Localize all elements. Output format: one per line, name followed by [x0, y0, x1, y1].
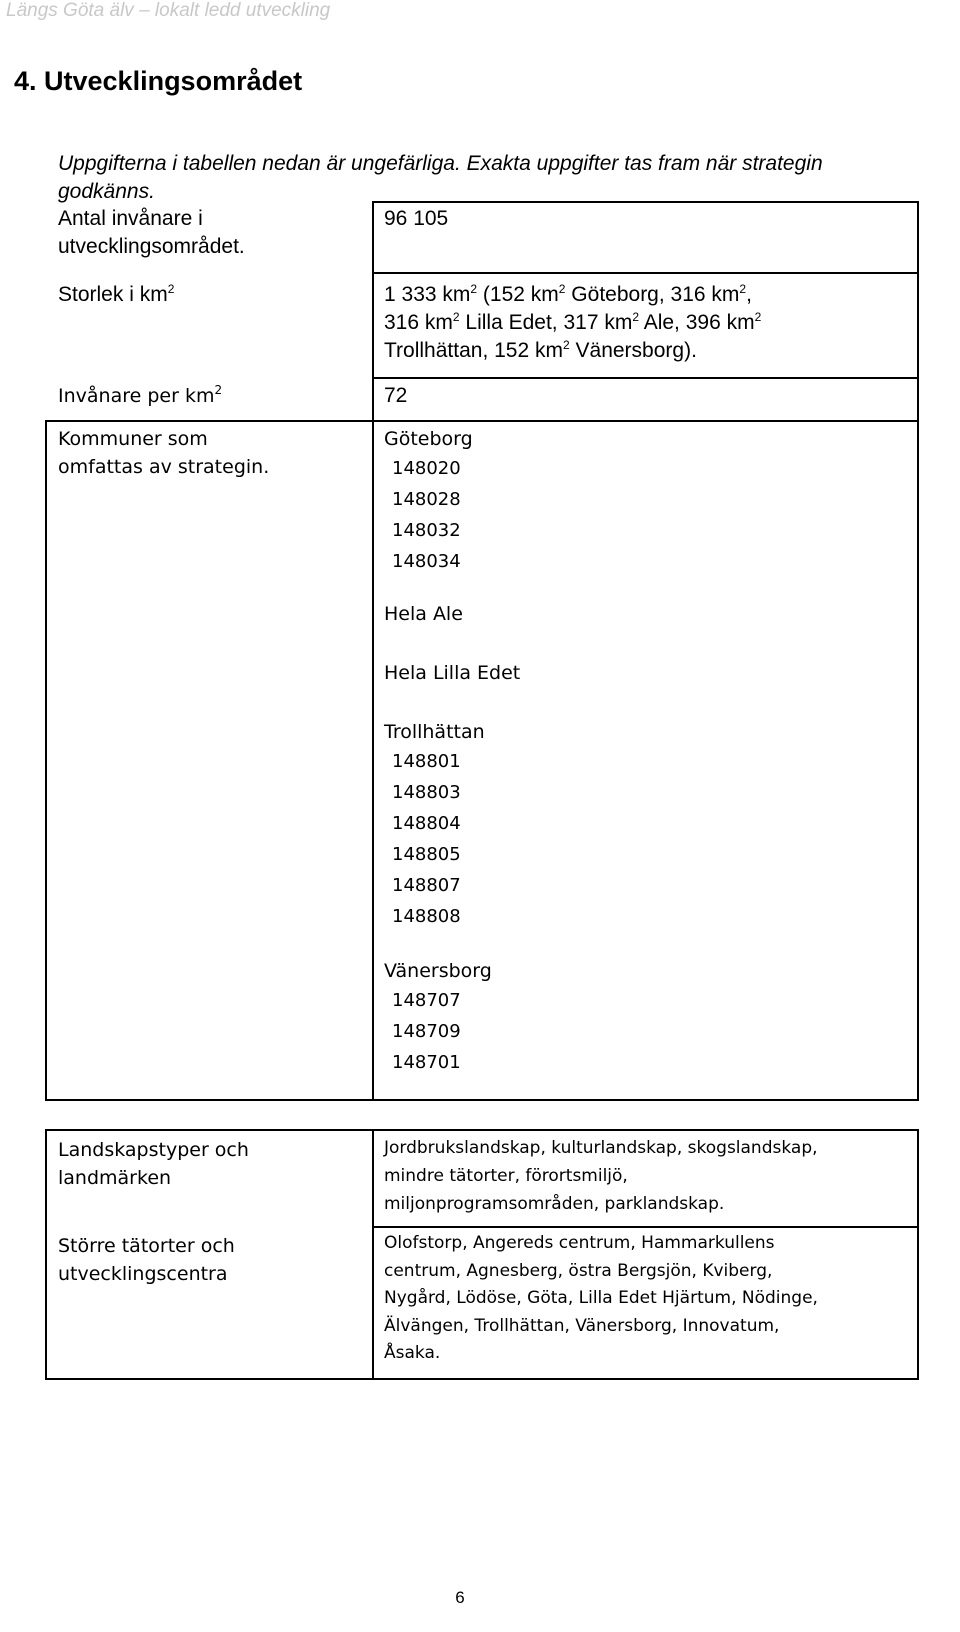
- list-item: 148701: [392, 1052, 461, 1073]
- municipality-group-trollhattan: [384, 718, 485, 932]
- area-text: ,: [746, 283, 752, 306]
- table-border: [372, 1129, 374, 1380]
- inhabitants-value: 96 105: [384, 207, 449, 230]
- running-header: Längs Göta älv – lokalt ledd utveckling: [6, 0, 331, 21]
- table-border: [45, 420, 47, 1101]
- area-text: Trollhättan, 152 km: [384, 339, 563, 362]
- inhabitants-label: Antal invånare i utvecklingsområdet.: [58, 207, 245, 258]
- list-item: 148801: [392, 751, 461, 772]
- list-item: 148028: [392, 489, 461, 510]
- group-title: Göteborg: [384, 428, 473, 450]
- superscript: 2: [632, 310, 640, 324]
- table-border: [372, 272, 919, 274]
- centres-value-line: centrum, Agnesberg, östra Bergsjön, Kviberg,: [384, 1260, 773, 1281]
- area-text: Göteborg, 316 km: [565, 283, 740, 306]
- density-label: [58, 382, 222, 410]
- list-item: 148803: [392, 782, 461, 803]
- landscape-value: [384, 1134, 914, 1218]
- municipality-group-goteborg: [384, 425, 473, 577]
- density-label-text: Invånare per km: [58, 385, 215, 407]
- section-title: 4. Utvecklingsområdet: [14, 66, 303, 96]
- area-value-line: [384, 337, 904, 365]
- area-text: 1 333 km: [384, 283, 471, 306]
- superscript: 2: [754, 310, 762, 324]
- superscript: 2: [470, 282, 478, 296]
- landscape-label-line: Landskapstyper och: [58, 1139, 249, 1161]
- table-border: [372, 201, 374, 421]
- centres-value: [384, 1230, 914, 1368]
- municipalities-label-line: omfattas av strategin.: [58, 456, 270, 478]
- density-value: 72: [384, 384, 408, 407]
- landscape-label-line: landmärken: [58, 1167, 172, 1189]
- area-value-line: [384, 281, 904, 309]
- centres-value-line: Åsaka.: [384, 1343, 441, 1363]
- area-label-text: Storlek i km: [58, 283, 168, 306]
- area-value-line: [384, 309, 904, 337]
- superscript: 2: [558, 282, 566, 296]
- table-border: [372, 1226, 919, 1228]
- list-item: 148804: [392, 813, 461, 834]
- area-label: [58, 281, 174, 309]
- table-border: [917, 1129, 919, 1380]
- intro-note: Uppgifterna i tabellen nedan är ungefärliga. Exakta uppgifter tas fram när strategin godkänns.: [58, 152, 823, 203]
- code-list: [384, 746, 485, 932]
- group-title: Vänersborg: [384, 960, 492, 982]
- area-text: 316 km: [384, 311, 453, 334]
- group-title: Trollhättan: [384, 721, 485, 743]
- centres-label-line: Större tätorter och: [58, 1235, 235, 1257]
- table-border: [372, 201, 919, 203]
- code-list: [384, 453, 473, 577]
- area-text: (152 km: [477, 283, 559, 306]
- list-item: 148709: [392, 1021, 461, 1042]
- list-item: 148032: [392, 520, 461, 541]
- municipalities-label: [58, 425, 358, 481]
- code-list: [384, 985, 492, 1078]
- centres-label-line: utvecklingscentra: [58, 1263, 228, 1285]
- superscript: 2: [452, 310, 460, 324]
- table-border: [45, 1129, 47, 1380]
- municipality-group-lilla-edet: Hela Lilla Edet: [384, 662, 521, 684]
- superscript: 2: [739, 282, 747, 296]
- table-border: [45, 420, 919, 422]
- list-item: 148807: [392, 875, 461, 896]
- municipalities-label-line: Kommuner som: [58, 428, 208, 450]
- table-border: [45, 1129, 919, 1131]
- landscape-value-line: mindre tätorter, förortsmiljö,: [384, 1166, 628, 1186]
- list-item: 148707: [392, 990, 461, 1011]
- superscript: 2: [167, 282, 175, 296]
- landscape-label: [58, 1136, 358, 1192]
- centres-label: [58, 1232, 358, 1288]
- list-item: 148808: [392, 906, 461, 927]
- table-border: [917, 420, 919, 1101]
- area-text: Vänersborg).: [569, 339, 697, 362]
- list-item: 148034: [392, 551, 461, 572]
- landscape-value-line: Jordbrukslandskap, kulturlandskap, skogslandskap,: [384, 1138, 818, 1158]
- area-text: Ale, 396 km: [639, 311, 755, 334]
- superscript: 2: [214, 383, 223, 397]
- superscript: 2: [562, 338, 570, 352]
- page-number: 6: [455, 1588, 465, 1607]
- area-text: Lilla Edet, 317 km: [459, 311, 633, 334]
- municipality-group-vanersborg: [384, 957, 492, 1078]
- centres-value-line: Nygård, Lödöse, Göta, Lilla Edet Hjärtum, Nödinge,: [384, 1288, 818, 1308]
- table-border: [917, 201, 919, 421]
- table-border: [372, 377, 919, 379]
- area-value: [384, 281, 904, 365]
- municipality-group-ale: Hela Ale: [384, 603, 463, 625]
- centres-value-line: Älvängen, Trollhättan, Vänersborg, Innovatum,: [384, 1315, 780, 1336]
- list-item: 148805: [392, 844, 461, 865]
- landscape-value-line: miljonprogramsområden, parklandskap.: [384, 1194, 725, 1214]
- centres-value-line: Olofstorp, Angereds centrum, Hammarkullens: [384, 1233, 775, 1253]
- table-border: [45, 1099, 919, 1101]
- table-border: [45, 1378, 919, 1380]
- list-item: 148020: [392, 458, 461, 479]
- table-border: [372, 420, 374, 1101]
